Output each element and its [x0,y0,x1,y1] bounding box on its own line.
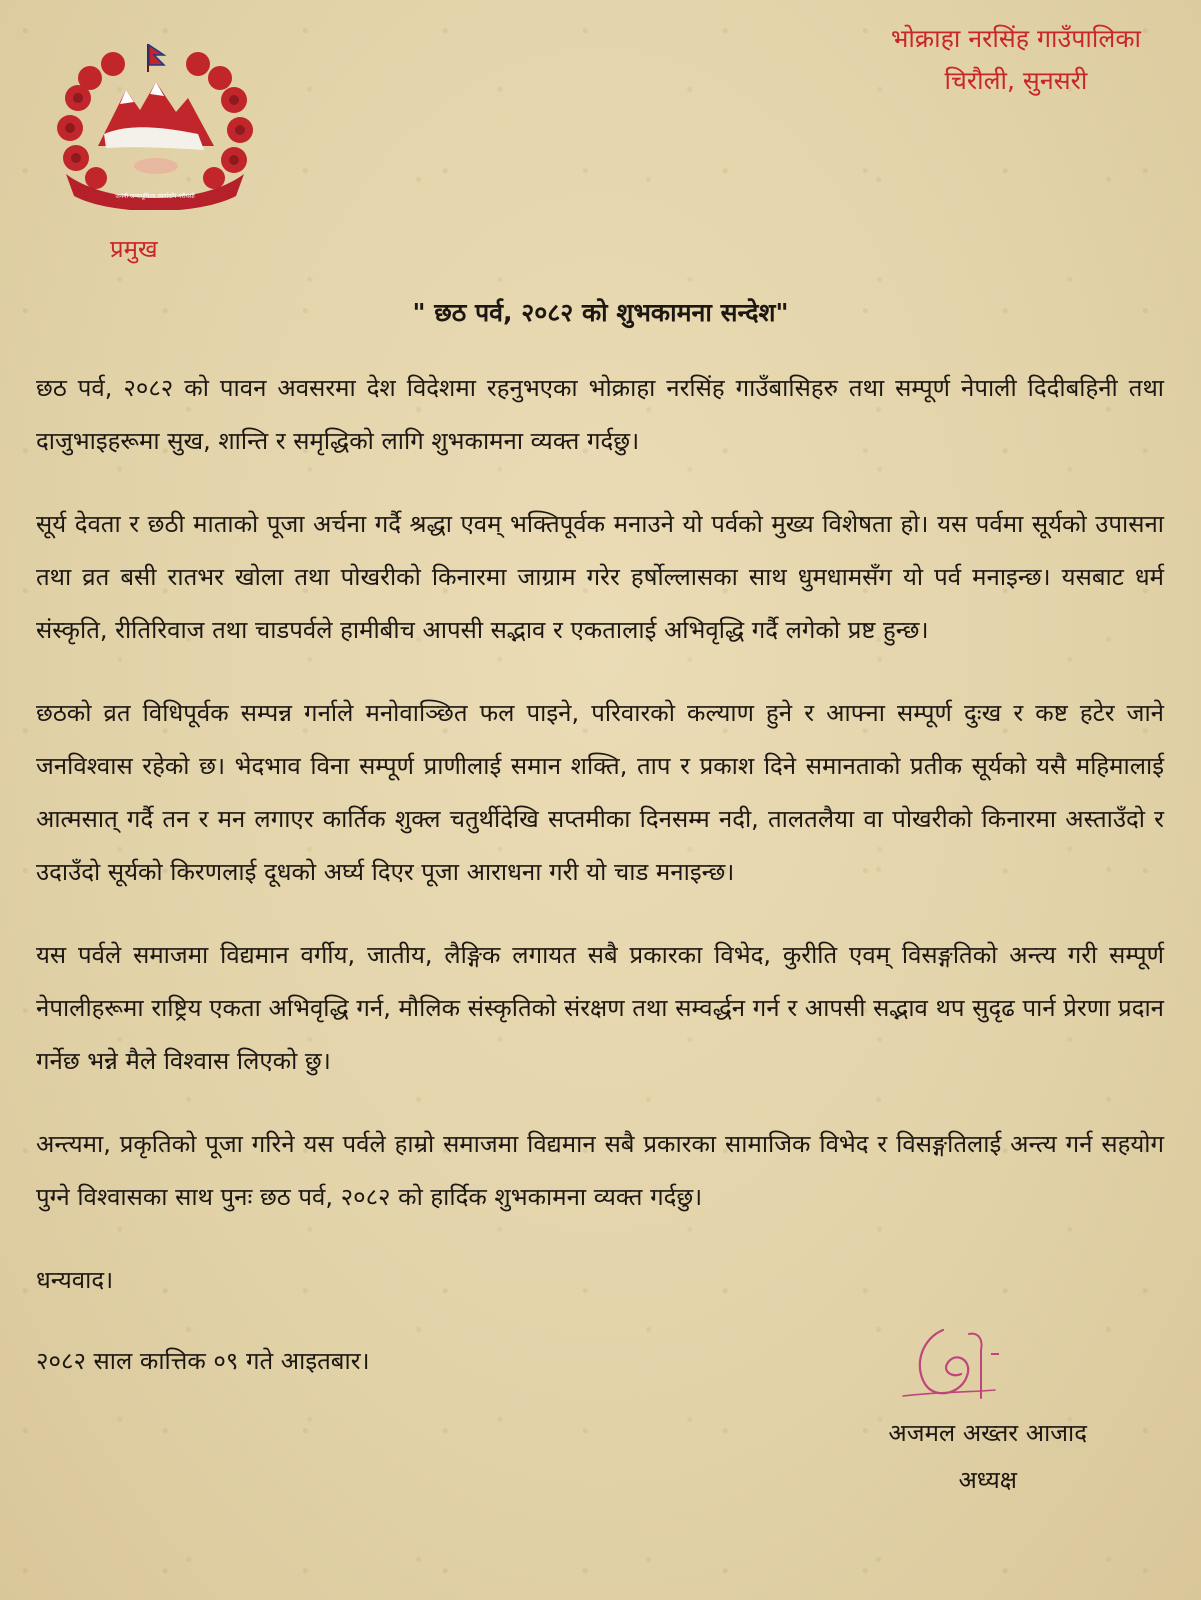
office-label: प्रमुख [110,235,158,263]
page-title: " छठ पर्व, २०८२ को शुभकामना सन्देश" [412,298,789,327]
signatory-block [888,1410,1087,1504]
closing-text: धन्यवाद। [36,1266,114,1294]
letterhead-org [891,18,1141,102]
paragraph-2: सूर्य देवता र छठी माताको पूजा अर्चना गर्दै श्रद्धा एवम् भक्तिपूर्वक मनाउने यो पर्वको मुख्य विशेषता हो। यस पर्वमा सूर्यको उपासना तथा व्रत बसी रातभर खोला तथा पोखरीको किनारमा जाग्राम गरेर हर्षोल्लासका साथ धुमधामसँग यो पर्व मनाइन्छ। यसबाट धर्म संस्कृति, रीतिरिवाज तथा चाडपर्वले हामीबीच आपसी सद्भाव र एकतालाई अभिवृद्धि गर्दै लगेको प्रष्ट हुन्छ। [36,510,1164,644]
letter-date: २०८२ साल कात्तिक ०९ गते आइतबार। [36,1347,370,1375]
org-name: भोक्राहा नरसिंह गाउँपालिका [890,24,1141,53]
signatory-name: अजमल अख्तर आजाद [888,1419,1087,1447]
paragraph-5: अन्त्यमा, प्रकृतिको पूजा गरिने यस पर्वले हाम्रो समाजमा विद्यमान सबै प्रकारका सामाजिक विभेद र विसङ्गतिलाई अन्त्य गर्न सहयोग पुग्ने विश्वासका साथ पुनः छठ पर्व, २०८२ को हार्दिक शुभकामना व्यक्त गर्दछु। [36,1130,1164,1211]
paragraph-1: छठ पर्व, २०८२ को पावन अवसरमा देश विदेशमा रहनुभएका भोक्राहा नरसिंह गाउँबासिहरु तथा सम्पूर्ण नेपाली दिदीबहिनी तथा दाजुभाइहरूमा सुख, शान्ति र समृद्धिको लागि शुभकामना व्यक्त गर्दछु। [36,374,1164,455]
paragraph-3: छठको व्रत विधिपूर्वक सम्पन्न गर्नाले मनोवाञ्छित फल पाइने, परिवारको कल्याण हुने र आफ्ना सम्पूर्ण दुःख र कष्ट हटेर जाने जनविश्वास रहेको छ। भेदभाव विना सम्पूर्ण प्राणीलाई समान शक्ति, ताप र प्रकाश दिने समानताको प्रतीक सूर्यको यसै महिमालाई आत्मसात् गर्दै तन र मन लगाएर कार्तिक शुक्ल चतुर्थीदेखि सप्तमीका दिनसम्म नदी, तालतलैया वा पोखरीको किनारमा अस्ताउँदो र उदाउँदो सूर्यको किरणलाई दूधको अर्घ्य दिएर पूजा आराधना गरी यो चाड मनाइन्छ। [36,699,1164,886]
letter-body [36,362,1164,1418]
signatory-designation: अध्यक्ष [958,1466,1017,1494]
nepal-emblem-icon [48,38,262,210]
org-address: चिरौली, सुनसरी [944,66,1088,95]
paragraph-4: यस पर्वले समाजमा विद्यमान वर्गीय, जातीय, लैङ्गिक लगायत सबै प्रकारका विभेद, कुरीति एवम् विसङ्गतिको अन्त्य गरी सम्पूर्ण नेपालीहरूमा राष्ट्रिय एकता अभिवृद्धि गर्न, मौलिक संस्कृतिको संरक्षण तथा सम्वर्द्धन गर्न र आपसी सद्भाव थप सुदृढ पार्न प्रेरणा प्रदान गर्नेछ भन्ने मैले विश्वास लिएको छु। [36,941,1164,1075]
emblem-motto: जननी जन्मभूमिश्च स्वर्गादपि गरीयसी [115,193,195,200]
signature-icon [895,1320,1015,1410]
